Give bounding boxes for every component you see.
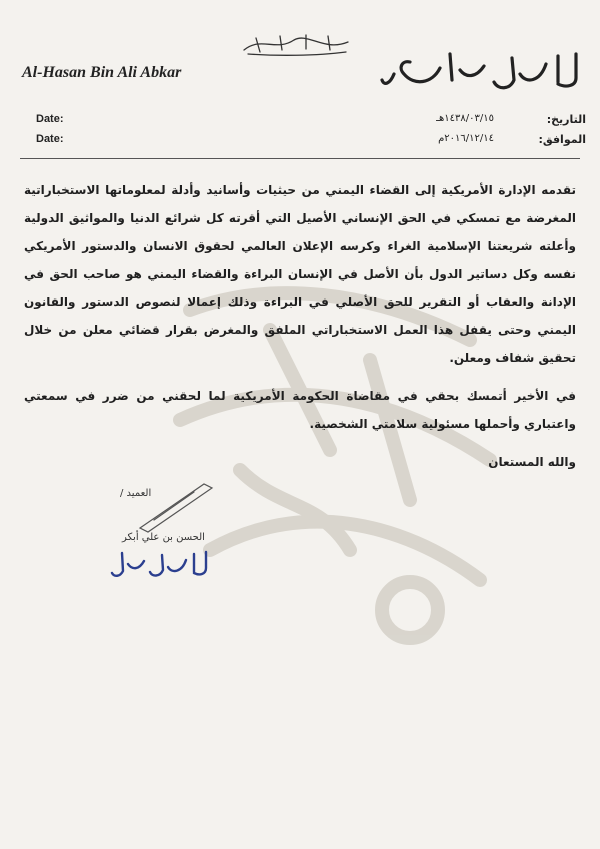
closing-line: والله المستعان [488, 455, 576, 469]
date-label-1: Date: [36, 113, 64, 125]
signature-calligraphy-logo [108, 546, 212, 580]
hijri-date-value: ١٤٣٨/٠٣/١٥هـ [436, 113, 494, 124]
name-arabic-calligraphy [380, 44, 590, 96]
body-paragraph-1: تقدمه الإدارة الأمريكية إلى القضاء اليمني من حيثيات وأسانيد وأدلة لمعلوماتها الاستخباراتية المغرضة مع تمسكي في الحق الإنساني الأصيل التي أقرته كل شرائع الدنيا والمواثيق الدولية وأعلته شريعتنا الإسلامية الغراء وكرسه الإعلان العالمي لحقوق الانسان والدستور الأمريكي نفسه وكل دساتير الدول بأن الأصل في الإنسان البراءة والقضاء اليمني هو صاحب الحق في الإدانة والعقاب أو التقرير للحق الأصلي في البراءة وذلك إعمالا لنصوص الدستور والقانون اليمني وحتى يقفل هذا العمل الاستخباراتي الملفق والمغرض بقرار قضائي معلن من خلال تحقيق شفاف ومعلن. [24, 183, 576, 365]
gregorian-date-label: الموافق: [538, 133, 586, 146]
name-arabic-text: الحسن بن علي أبكر [380, 44, 389, 45]
hijri-date-label: التاريخ: [546, 113, 586, 126]
signatory-title: العميد / [120, 488, 152, 499]
handwritten-signature [134, 478, 224, 534]
gregorian-date-value: ٢٠١٦/١٢/١٤م [438, 133, 494, 144]
signature-logo-text: الحسن بن علي أبكر [108, 546, 117, 547]
header-divider [20, 158, 580, 159]
date-label-2: Date: [36, 133, 64, 145]
letter-body [24, 176, 576, 476]
name-english: Al-Hasan Bin Ali Abkar [22, 64, 182, 81]
signatory-name: الحسن بن علي أبكر [122, 532, 205, 543]
body-paragraph-2: في الأخير أتمسك بحقي في مقاضاة الحكومة الأمريكية لما لحقني من ضرر في سمعتي واعتباري وأحملها مسئولية سلامتي الشخصية. [24, 389, 576, 431]
basmala-calligraphy [236, 30, 356, 58]
